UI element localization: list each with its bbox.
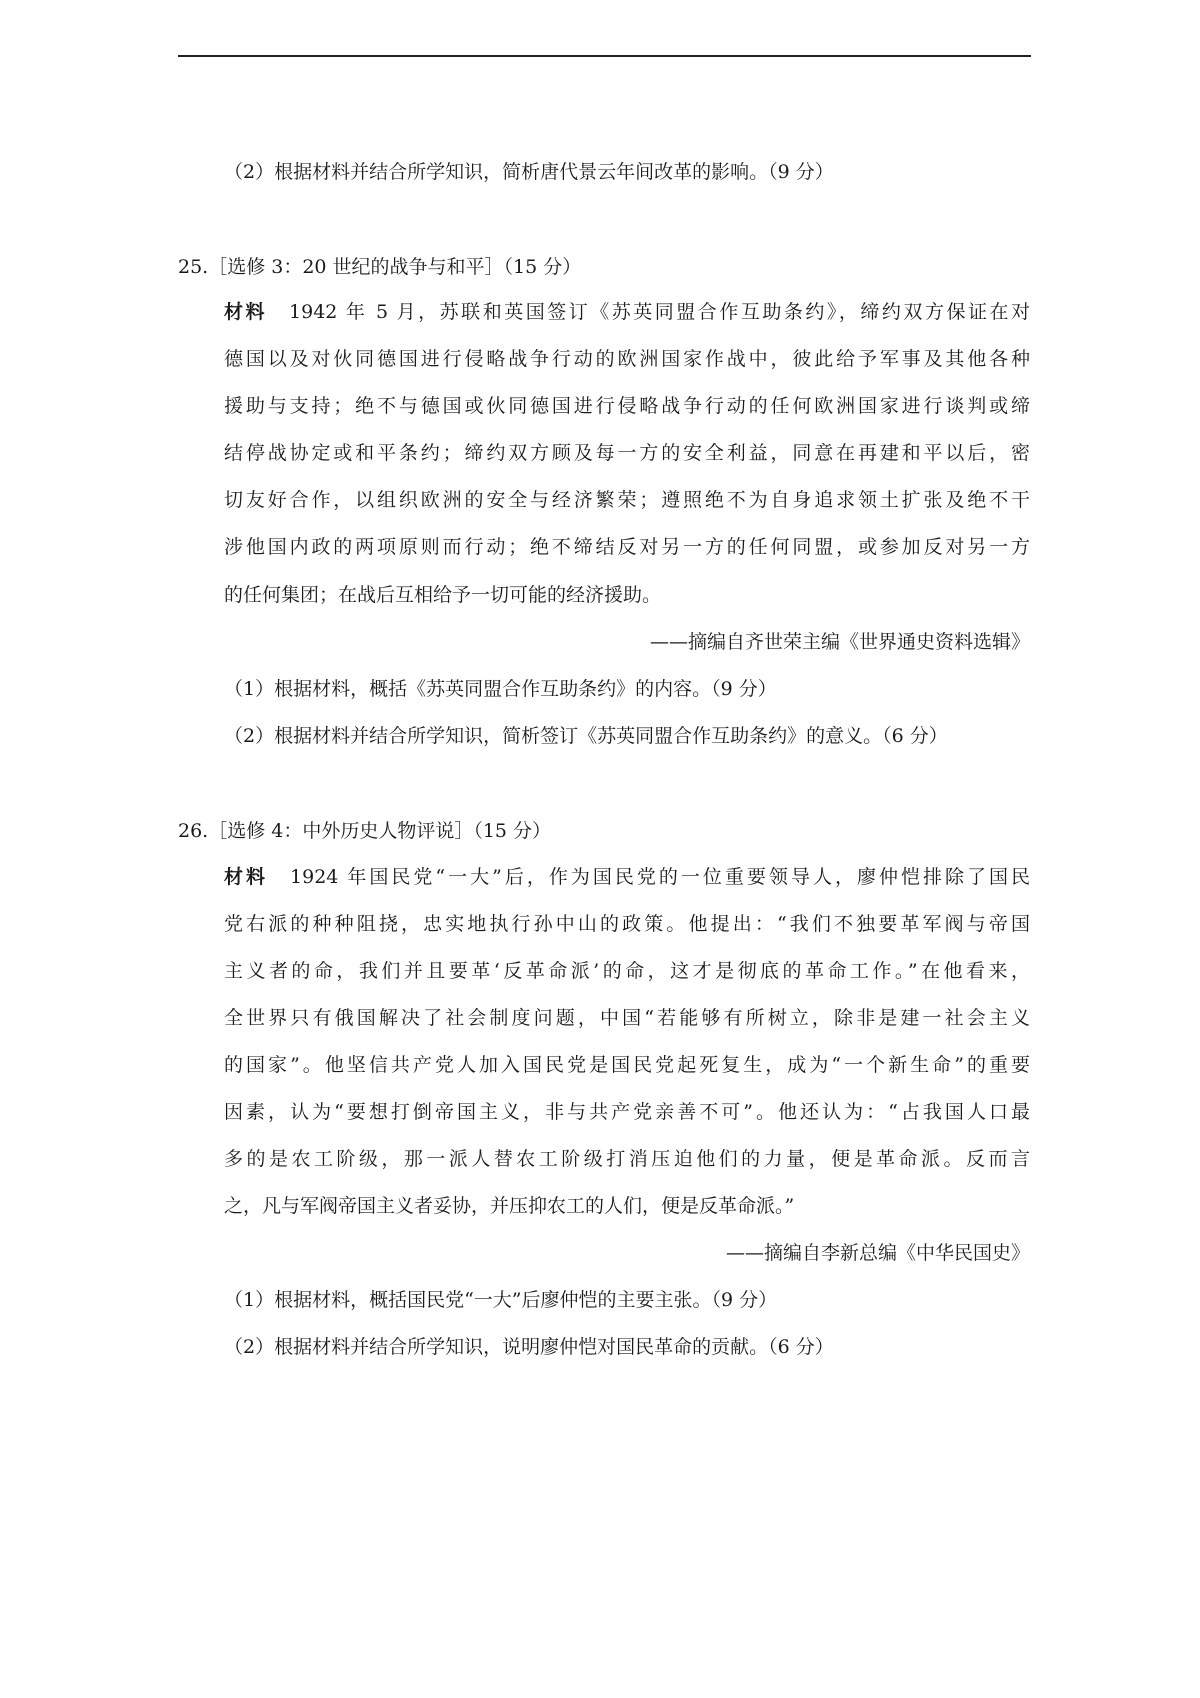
q25-header: 25.［选修 3：20 世纪的战争与和平］（15 分）	[178, 256, 582, 278]
q25-material-line: 切友好合作，以组织欧洲的安全与经济繁荣；遵照绝不为自身追求领土扩张及绝不干	[224, 489, 1030, 511]
q25-material-line: 德国以及对伙同德国进行侵略战争行动的欧洲国家作战中，彼此给予军事及其他各种	[224, 348, 1030, 370]
q25-sub1: （1）根据材料，概括《苏英同盟合作互助条约》的内容。（9 分）	[224, 678, 777, 700]
q26-material-line: 主义者的命，我们并且要革‘反革命派’的命，这才是彻底的革命工作。”在他看来，	[224, 960, 1030, 982]
q26-sub1: （1）根据材料，概括国民党“一大”后廖仲恺的主要主张。（9 分）	[224, 1289, 778, 1311]
q25-material-line: 援助与支持；绝不与德国或伙同德国进行侵略战争行动的任何欧洲国家进行谈判或缔	[224, 395, 1030, 417]
q26-source: ——摘编自李新总编《中华民国史》	[725, 1242, 1030, 1264]
q26-material-line: 全世界只有俄国解决了社会制度问题，中国“若能够有所树立，除非是建一社会主义	[224, 1007, 1030, 1029]
q26-material-line: 党右派的种种阻挠，忠实地执行孙中山的政策。他提出：“我们不独要革军阀与帝国	[224, 913, 1030, 935]
q26-material-line: 的国家”。他坚信共产党人加入国民党是国民党起死复生，成为“一个新生命”的重要	[224, 1054, 1030, 1076]
q26-material-line: 材料 1924 年国民党“一大”后，作为国民党的一位重要领导人，廖仲恺排除了国民	[224, 866, 1030, 888]
q25-material-line: 的任何集团；在战后互相给予一切可能的经济援助。	[224, 584, 662, 606]
q26-material-line: 多的是农工阶级，那一派人替农工阶级打消压迫他们的力量，便是革命派。反而言	[224, 1148, 1030, 1170]
q26-sub2: （2）根据材料并结合所学知识，说明廖仲恺对国民革命的贡献。（6 分）	[224, 1336, 834, 1358]
prev-question-sub2: （2）根据材料并结合所学知识，简析唐代景云年间改革的影响。（9 分）	[224, 161, 834, 183]
q25-sub2: （2）根据材料并结合所学知识，简析签订《苏英同盟合作互助条约》的意义。（6 分）	[224, 725, 948, 747]
header-rule	[178, 55, 1031, 57]
q26-material-label: 材料	[224, 866, 269, 888]
q25-material-line: 涉他国内政的两项原则而行动；绝不缔结反对另一方的任何同盟，或参加反对另一方	[224, 536, 1030, 558]
q25-material-label: 材料	[224, 301, 268, 323]
q26-material-line: 之，凡与军阀帝国主义者妥协，并压抑农工的人们，便是反革命派。”	[224, 1195, 795, 1217]
q25-source: ——摘编自齐世荣主编《世界通史资料选辑》	[649, 631, 1030, 653]
q26-material-line: 因素，认为“要想打倒帝国主义，非与共产党亲善不可”。他还认为：“占我国人口最	[224, 1101, 1030, 1123]
q25-material-line: 材料 1942 年 5 月，苏联和英国签订《苏英同盟合作互助条约》，缔约双方保证在对	[224, 301, 1030, 323]
q26-header: 26.［选修 4：中外历史人物评说］（15 分）	[178, 820, 552, 842]
q25-material-line: 结停战协定或和平条约；缔约双方顾及每一方的安全利益，同意在再建和平以后，密	[224, 442, 1030, 464]
